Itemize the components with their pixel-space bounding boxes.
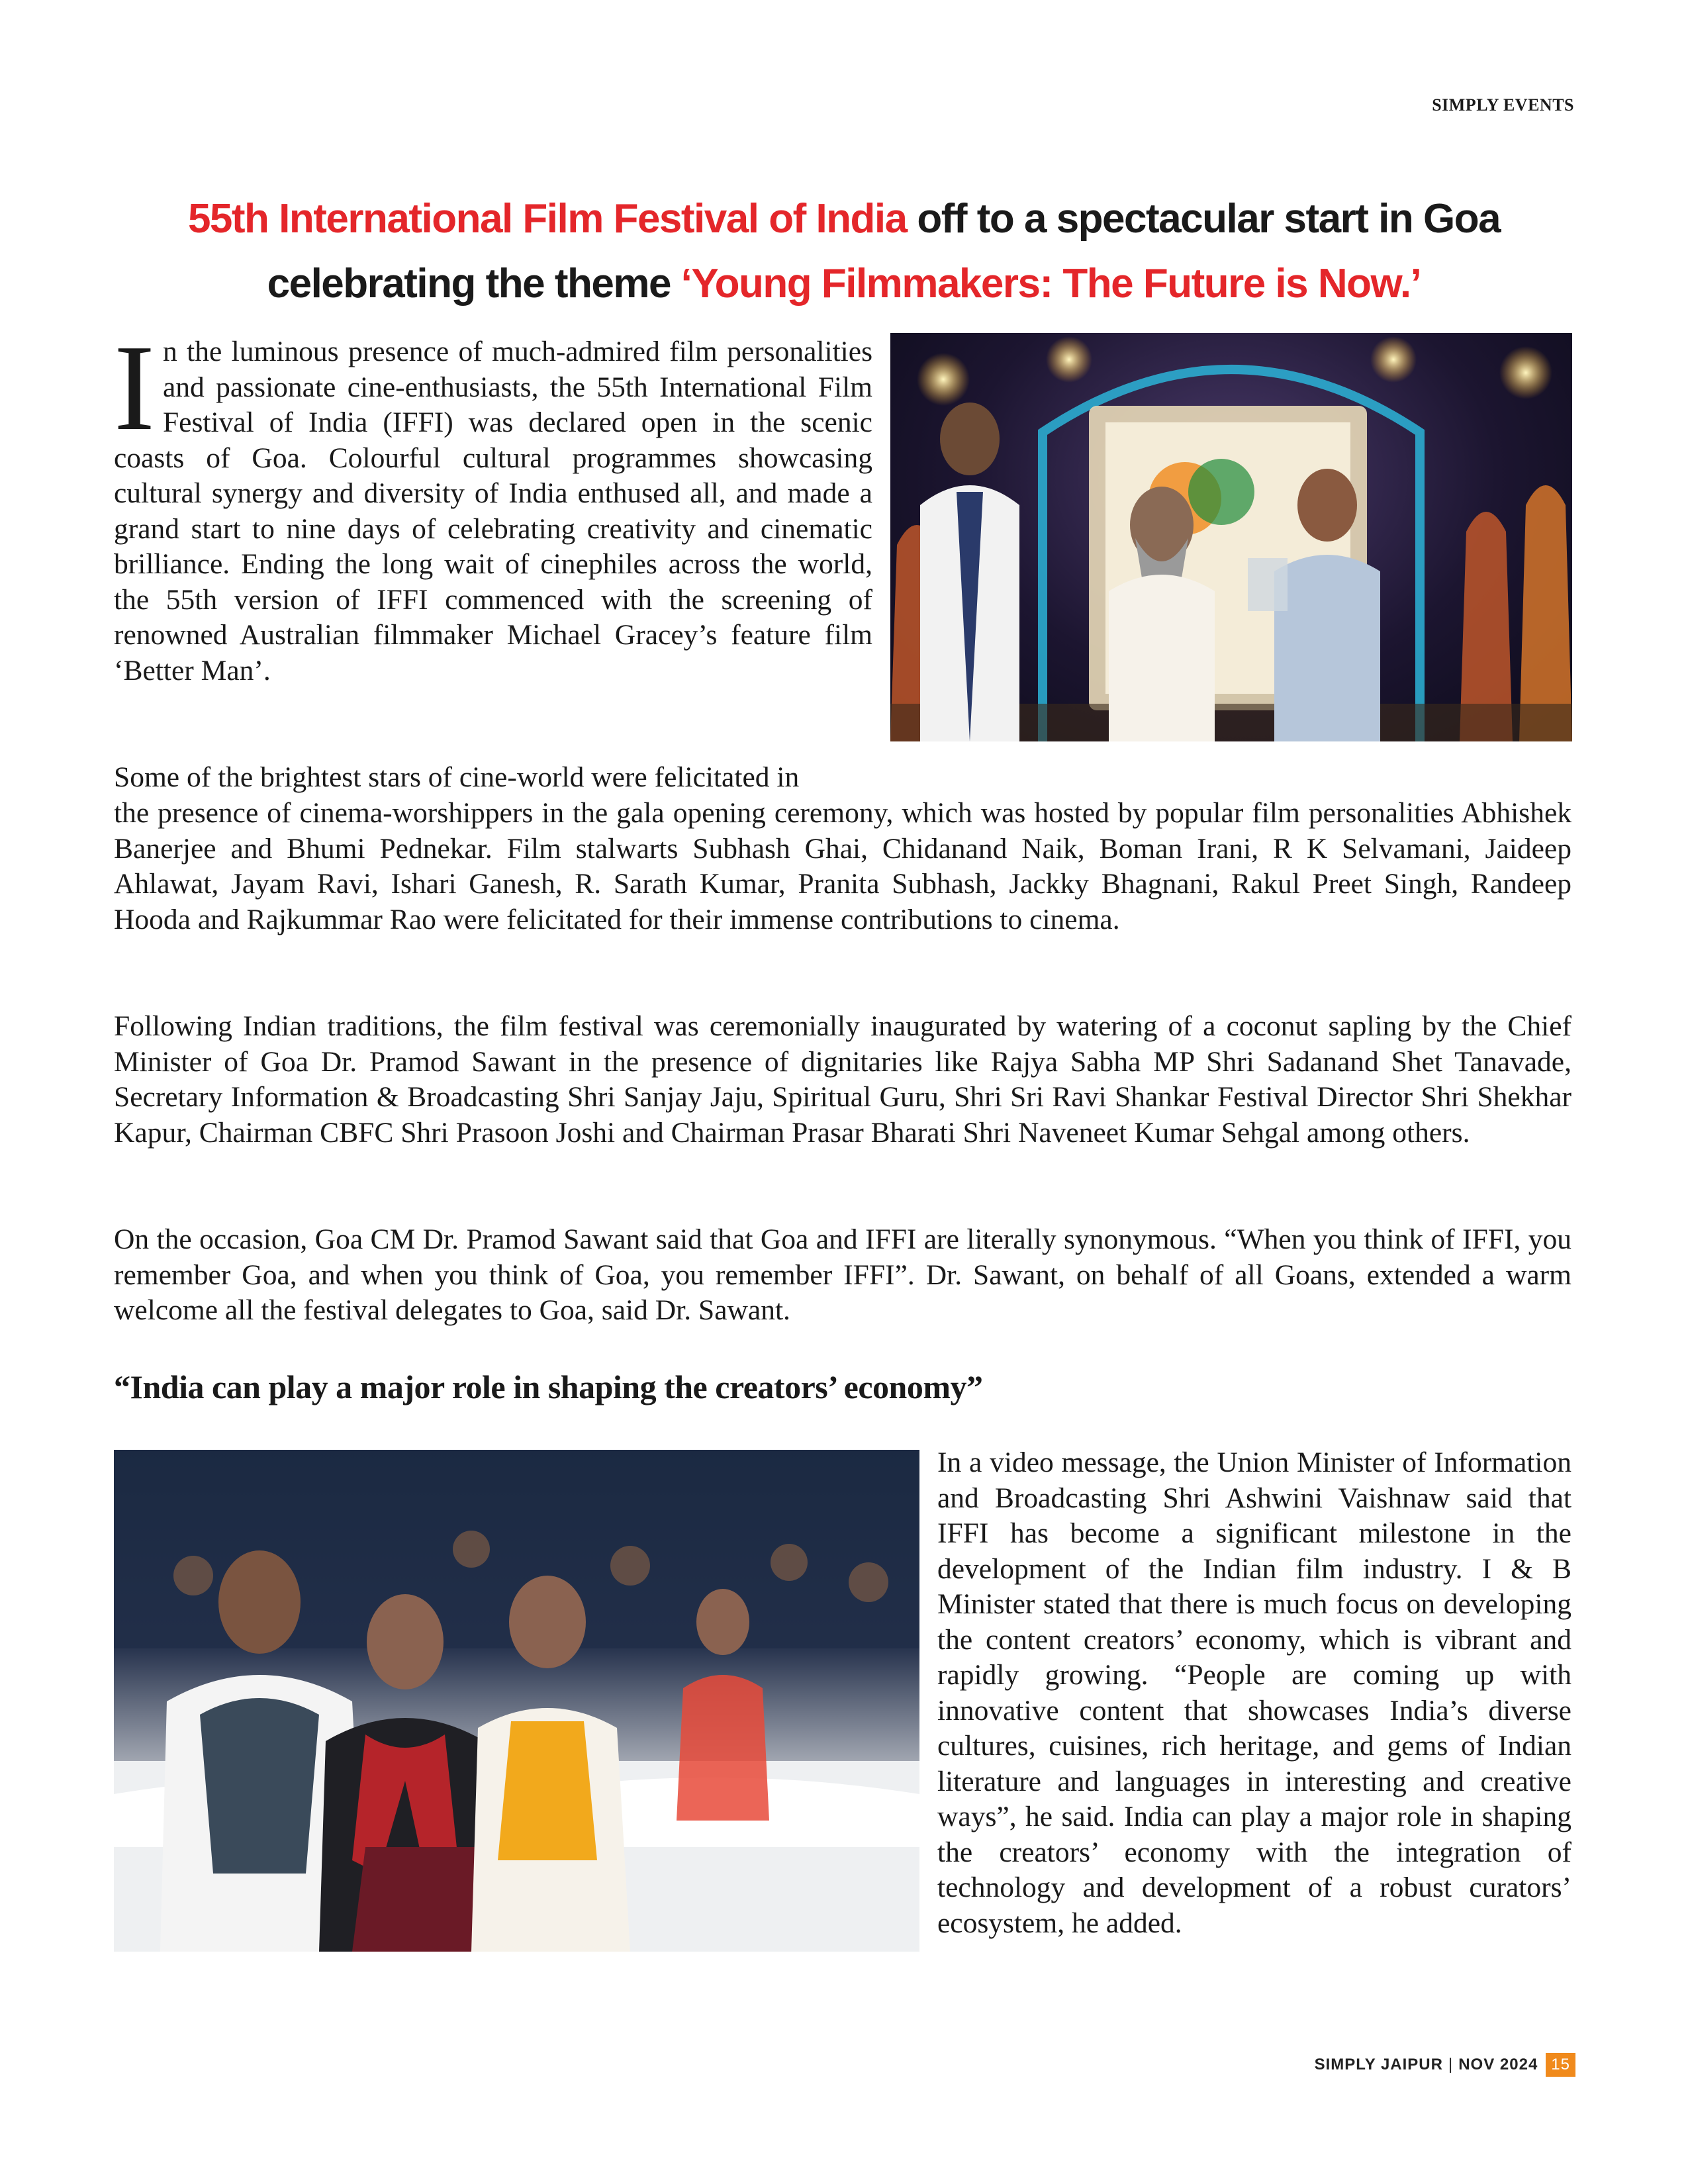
headline-middle: off to a spectacular start in Goa celebrating the theme [267,196,1501,307]
paragraph-brightest-stars: the presence of cinema-worshippers in the gala opening ceremony, which was hosted by popular film personalities Abhishek Banerjee and Bhumi Pednekar. Film stalwarts Subhash Ghai, Chidanand Naik, Boman Irani, R K Selvamani, Jaideep Ahlawat, Jayam Ravi, Ishari Ganesh, R. Sarath Kumar, Pranita Subhash, Jackky Bhagnani, Rakul Preet Singh, Randeep Hooda and Rajkummar Rao were felicitated for their immense contributions to cinema. [114,797,1571,935]
intro-paragraph [114,320,872,688]
intro-text: n the luminous presence of much-admired film personalities and passionate cine-enthusiasts, the 55th International Film Festival of India (IFFI) was declared open in the scenic coasts of Goa. Colourful cultural programmes showcasing cultural synergy and diversity of India enthused all, and made a grand start to nine days of celebrating creativity and cinematic brilliance. Ending the long wait of cinephiles across the world, the 55th version of IFFI commenced with the screening of renowned Australian filmmaker Michael Gracey’s feature film ‘Better Man’. [114,336,872,687]
paragraph-indian-traditions: Following Indian traditions, the film festival was ceremonially inaugurated by watering of a coconut sapling by the Chief Minister of Goa Dr. Pramod Sawant in the presence of dignitaries like Rajya Sabha MP Shri Sadanand Shet Tanavade, Secretary Information & Broadcasting Shri Sanjay Jaju, Spiritual Guru, Shri Sri Ravi Shankar Festival Director Shri Shekhar Kapur, Chairman CBFC Shri Prasoon Joshi and Chairman Prasar Bharati Shri Naveneet Kumar Sehgal among others. [114,1010,1571,1149]
photo-audience-dignitaries [114,1450,919,1952]
drop-cap: I [114,320,155,456]
subheading-creators-economy: “India can play a major role in shaping the creators’ economy” [114,1368,983,1405]
footer-separator: | [1448,2056,1454,2073]
section-label: SIMPLY EVENTS [1432,95,1574,115]
footer-issue-date: NOV 2024 [1458,2056,1538,2073]
page-number-badge: 15 [1546,2053,1575,2077]
headline-festival-name: 55th International Film Festival of India [187,196,907,242]
paragraph-video-message: In a video message, the Union Minister of Information and Broadcasting Shri Ashwini Vaishnaw said that IFFI has become a significant milestone in the development of the Indian film industry. I & B Minister stated that there is much focus on developing the content creators’ economy, which is vibrant and rapidly growing. “People are coming up with innovative content that showcases India’s diverse cultures, cuisines, rich heritage, and gems of Indian literature and languages in interesting and creative ways”, he said. India can play a major role in shaping the creators’ economy with the integration of technology and development of a robust curators’ ecosystem, he added. [937,1447,1571,1939]
paragraph-brightest-stars-lead: Some of the brightest stars of cine-world were felicitated in [114,761,800,793]
paragraph-goa-cm-remarks: On the occasion, Goa CM Dr. Pramod Sawant said that Goa and IFFI are literally synonymous. “When you think of IFFI, you remember Goa, and when you think of Goa, you remember IFFI”. Dr. Sawant, on behalf of all Goans, extended a warm welcome all the festival delegates to Goa, said Dr. Sawant. [114,1223,1571,1326]
page-footer [1315,2051,1575,2079]
photo-felicitation-ceremony [890,333,1572,741]
headline [106,187,1582,316]
footer-magazine-name: SIMPLY JAIPUR [1314,2056,1443,2073]
headline-theme: ‘Young Filmmakers: The Future is Now.’ [680,261,1421,307]
